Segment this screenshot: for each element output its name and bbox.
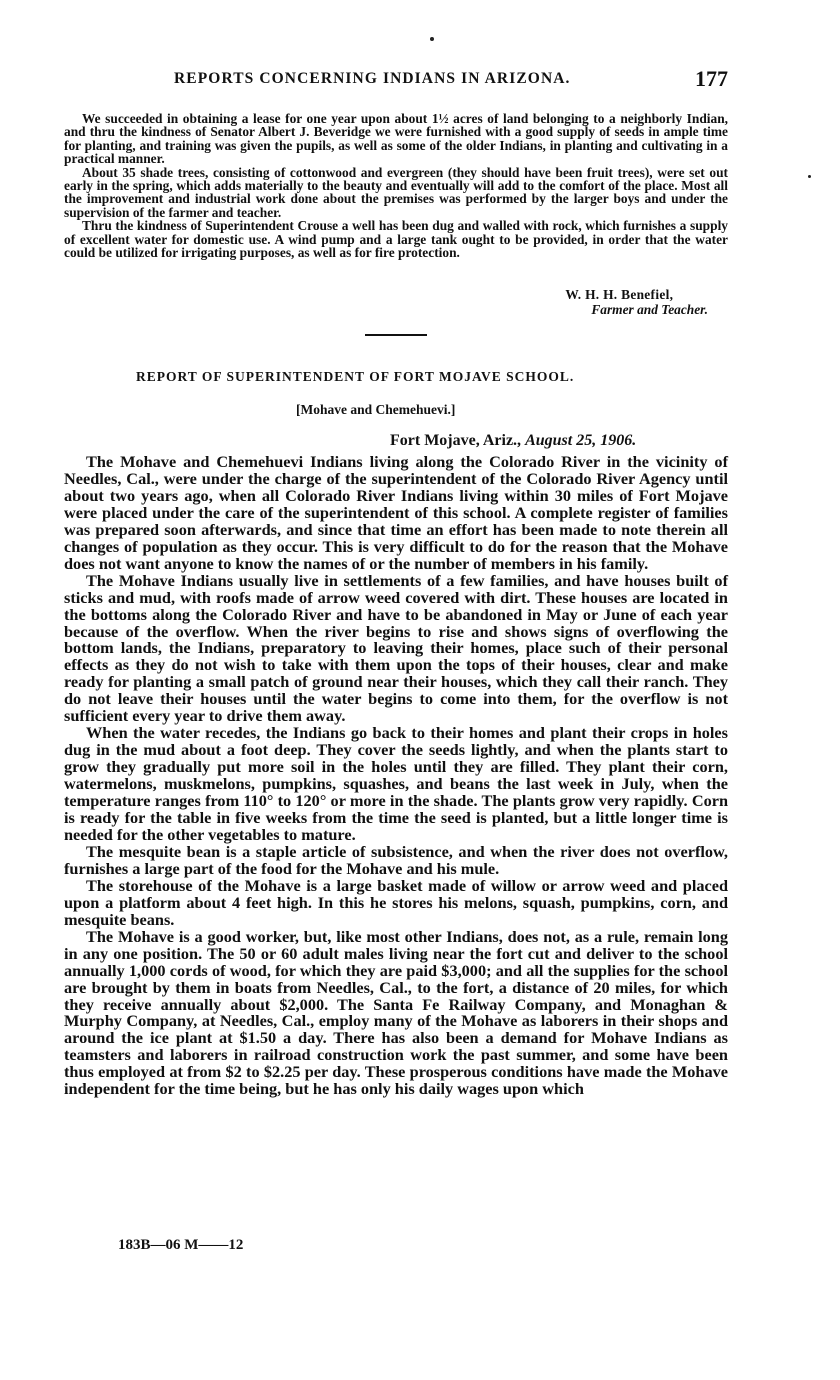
paragraph: The mesquite bean is a staple article of subsistence, and when the river does not overflow, furnishes a large part of the food for the Mohave and his mule.: [64, 841, 728, 878]
report-body: [64, 454, 728, 1098]
paragraph: The Mohave is a good worker, but, like most other Indians, does not, as a rule, remain long in any one position. The 50 or 60 adult males living near the fort cut and deliver to the school annually 1,000 cords of wood, for which they are paid $3,000; and all the supplies for the school are brought by them in boats from Needles, Cal., to the fort, a distance of 20 miles, for which they receive annually about $2,000. The Santa Fe Railway Company, and Monaghan & Murphy Company, at Needles, Cal., employ many of the Mohave as laborers in their shops and around the ice plant at $1.50 a day. There has also been a demand for Mohave Indians as teamsters and laborers in railroad construction work the past summer, and some have been thus employed at from $2 to $2.25 per day. These prosperous conditions have made the Mohave independent for the time being, but he has only his daily wages upon which: [64, 926, 728, 1099]
dateline-place: Fort Mojave, Ariz.,: [390, 432, 522, 449]
report-title: REPORT OF SUPERINTENDENT OF FORT MOJAVE SCHOOL.: [136, 369, 575, 384]
paragraph: About 35 shade trees, consisting of cottonwood and evergreen (they should have been fruit trees), were set out early in the spring, which adds materially to the beauty and eventually will add to the comfort of the place. Most all the improvement and industrial work done about the premises was performed by the larger boys and under the supervision of the farmer and teacher.: [64, 164, 728, 220]
signature-name: W. H. H. Benefiel,: [565, 287, 674, 302]
page-number: 177: [695, 66, 728, 91]
paragraph: The storehouse of the Mohave is a large basket made of willow or arrow weed and placed upon a platform about 4 feet high. In this he stores his melons, squash, pumpkins, corn, and mesquite beans.: [64, 875, 728, 929]
report-subtitle: [Mohave and Chemehuevi.]: [296, 402, 456, 417]
speck-mark: [808, 175, 811, 178]
farmer-signature: [565, 287, 708, 317]
speck-mark: [430, 37, 434, 41]
dateline-date: August 25, 1906.: [525, 432, 637, 449]
paragraph: The Mohave and Chemehuevi Indians living along the Colorado River in the vicinity of Needles, Cal., were under the charge of the superintendent of the Colorado River Agency until about two years ago, when all Colorado River Indians living within 30 miles of Fort Mojave were placed under the care of the superintendent of this school. A complete register of families was prepared soon afterwards, and since that time an effort has been made to note therein all changes of population as they occur. This is very difficult to do for the reason that the Mohave does not want anyone to know the names of or the number of members in his family.: [64, 452, 728, 573]
paragraph: We succeeded in obtaining a lease for one year upon about 1½ acres of land belonging to a neighborly Indian, and thru the kindness of Senator Albert J. Beveridge we were furnished with a good supply of seeds in ample time for planting, and training was given the pupils, as well as some of the older Indians, in planting and cultivating in a practical manner.: [64, 111, 728, 167]
running-head-title: REPORTS CONCERNING INDIANS IN ARIZONA.: [174, 70, 571, 87]
dateline: [390, 432, 636, 450]
section-divider: [365, 334, 427, 336]
farmer-report-text: [64, 112, 728, 259]
paragraph: The Mohave Indians usually live in settlements of a few families, and have houses built of sticks and mud, with roofs made of arrow weed covered with dirt. These houses are located in the bottoms along the Colorado River and have to be abandoned in May or June of each year because of the overflow. When the river begins to rise and shows signs of overflowing the bottom lands, the Indians, preparatory to leaving their homes, place such of their personal effects as they do not wish to take with them upon the tops of their houses, clear and make ready for planting a small patch of ground near their houses, which they call their ranch. They do not leave their houses until the water begins to come into them, for the overflow is not sufficient every year to drive them away.: [64, 570, 728, 726]
paragraph: When the water recedes, the Indians go back to their homes and plant their crops in holes dug in the mud about a foot deep. They cover the seeds lightly, and when the plants start to grow they gradually put more soil in the holes until they are filled. They plant their corn, watermelons, muskmelons, pumpkins, squashes, and beans the last week in July, when the temperature ranges from 110° to 120° or more in the shade. The plants grow very rapidly. Corn is ready for the table in five weeks from the time the seed is planted, but a little longer time is needed for the other vegetables to mature.: [64, 723, 728, 844]
signature-mark: 183B—06 M——12: [118, 1237, 244, 1253]
paragraph: Thru the kindness of Superintendent Crouse a well has been dug and walled with rock, which furnishes a supply of excellent water for domestic use. A wind pump and a large tank ought to be provided, in order that the water could be utilized for irrigating purposes, as well as for fire protection.: [64, 218, 728, 261]
signature-title: Farmer and Teacher.: [591, 302, 708, 317]
running-header: [64, 66, 728, 96]
